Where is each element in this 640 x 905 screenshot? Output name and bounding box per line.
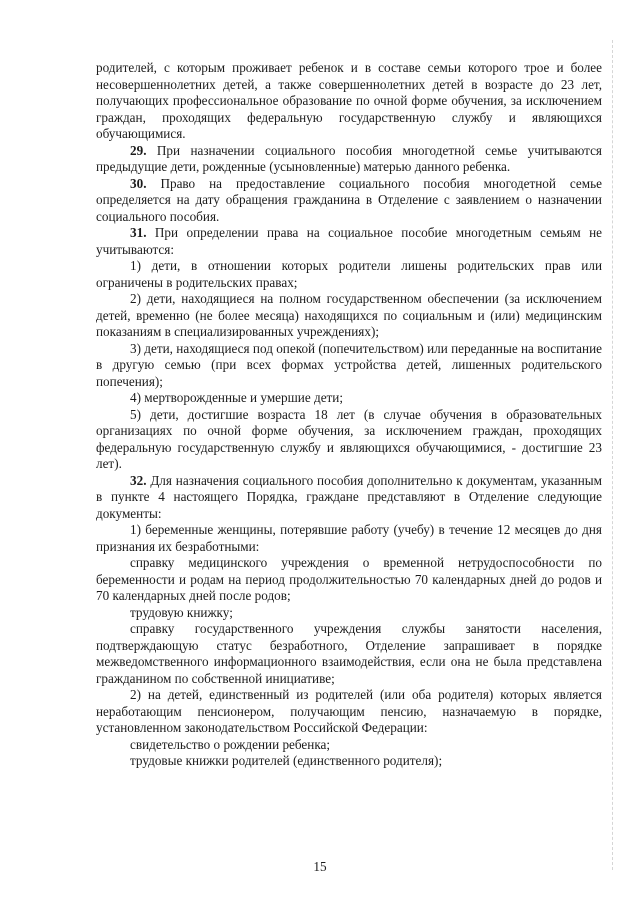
paragraph-text: 2) дети, находящиеся на полном государственном обеспечении (за исключением детей, временно (не более месяца) находящихся по социальным и (или) медицинским показаниям в специализированных учреждениях); — [96, 291, 602, 339]
paragraph-text: трудовую книжку; — [130, 604, 233, 620]
page-number: 15 — [313, 859, 327, 874]
paragraph-text: справку медицинского учреждения о временной нетрудоспособности по беременности и родам на период продолжительностью 70 календарных дней до родов и 70 календарных дней после родов; — [96, 555, 602, 603]
paragraph-text: Для назначения социального пособия дополнительно к документам, указанным в пункте 4 настоящего Порядка, граждане представляют в Отделение следующие документы: — [96, 472, 602, 521]
paragraph-number: 31. — [130, 225, 147, 240]
paragraph — [96, 291, 602, 341]
paragraph-text: свидетельство о рождении ребенка; — [130, 736, 331, 752]
paragraph — [96, 687, 602, 737]
paragraph-text: При назначении социального пособия многодетной семье учитываются предыдущие дети, рожденные (усыновленные) матерью данного ребенка. — [96, 142, 602, 174]
paragraph — [96, 143, 602, 176]
paragraph-text: справку государственного учреждения службы занятости населения, подтверждающую статус безработного, Отделение запрашивает в порядке межведомственного информационного взаимодействия, если она не была представлена гражданином по собственной инициативе; — [96, 621, 602, 686]
paragraph — [96, 60, 602, 143]
paragraph — [96, 176, 602, 226]
paragraph — [96, 341, 602, 391]
paragraph-text: 2) на детей, единственный из родителей (или оба родителя) которых является неработающим пенсионером, получающим пенсию, назначаемую в порядке, установленном законодательством Российской Федерации: — [96, 687, 602, 735]
paragraph-text: 3) дети, находящиеся под опекой (попечительством) или переданные на воспитание в другую семью (при всех формах устройства детей, лишенных родительского попечения); — [96, 340, 602, 389]
document-body — [96, 60, 602, 770]
paragraph — [96, 621, 602, 687]
paragraph-text: Право на предоставление социального пособия многодетной семье определяется на дату обращения гражданина в Отделение с заявлением о назначении социального пособия. — [96, 175, 603, 224]
paragraph — [96, 473, 602, 523]
paragraph-text: При определении права на социальное пособие многодетным семьям не учитываются: — [96, 225, 602, 257]
paragraph-text: трудовые книжки родителей (единственного родителя); — [130, 753, 443, 768]
paragraph-text: 1) дети, в отношении которых родители лишены родительских прав или ограничены в родительских правах; — [96, 258, 602, 290]
paragraph-number: 32. — [130, 472, 147, 488]
paragraph-number: 30. — [130, 175, 147, 191]
paragraph-text: 4) мертворожденные и умершие дети; — [130, 390, 344, 405]
paragraph-text: 1) беременные женщины, потерявшие работу (учебу) в течение 12 месяцев до дня признания их безработными: — [96, 522, 602, 554]
paragraph — [96, 737, 602, 754]
paragraph — [96, 407, 602, 473]
paragraph-text: родителей, с которым проживает ребенок и в составе семьи которого трое и более несовершеннолетних детей, а также совершеннолетних детей в возрасте до 23 лет, получающих профессиональное образование по очной форме обучения, за исключением граждан, проходящих федеральную государственную службу и являющихся обучающимися. — [96, 60, 602, 141]
paragraph — [96, 753, 602, 770]
paragraph — [96, 258, 602, 291]
paragraph — [96, 555, 602, 605]
paragraph-number: 29. — [130, 142, 147, 158]
paragraph — [96, 390, 602, 407]
paragraph — [96, 522, 602, 555]
fold-line — [612, 40, 613, 870]
paragraph — [96, 605, 602, 622]
paragraph-text: 5) дети, достигшие возраста 18 лет (в случае обучения в образовательных организациях по очной форме обучения, за исключением граждан, проходящих федеральную государственную службу и являющихся обучающимися, - достигшие 23 лет). — [96, 406, 602, 471]
paragraph — [96, 225, 602, 258]
